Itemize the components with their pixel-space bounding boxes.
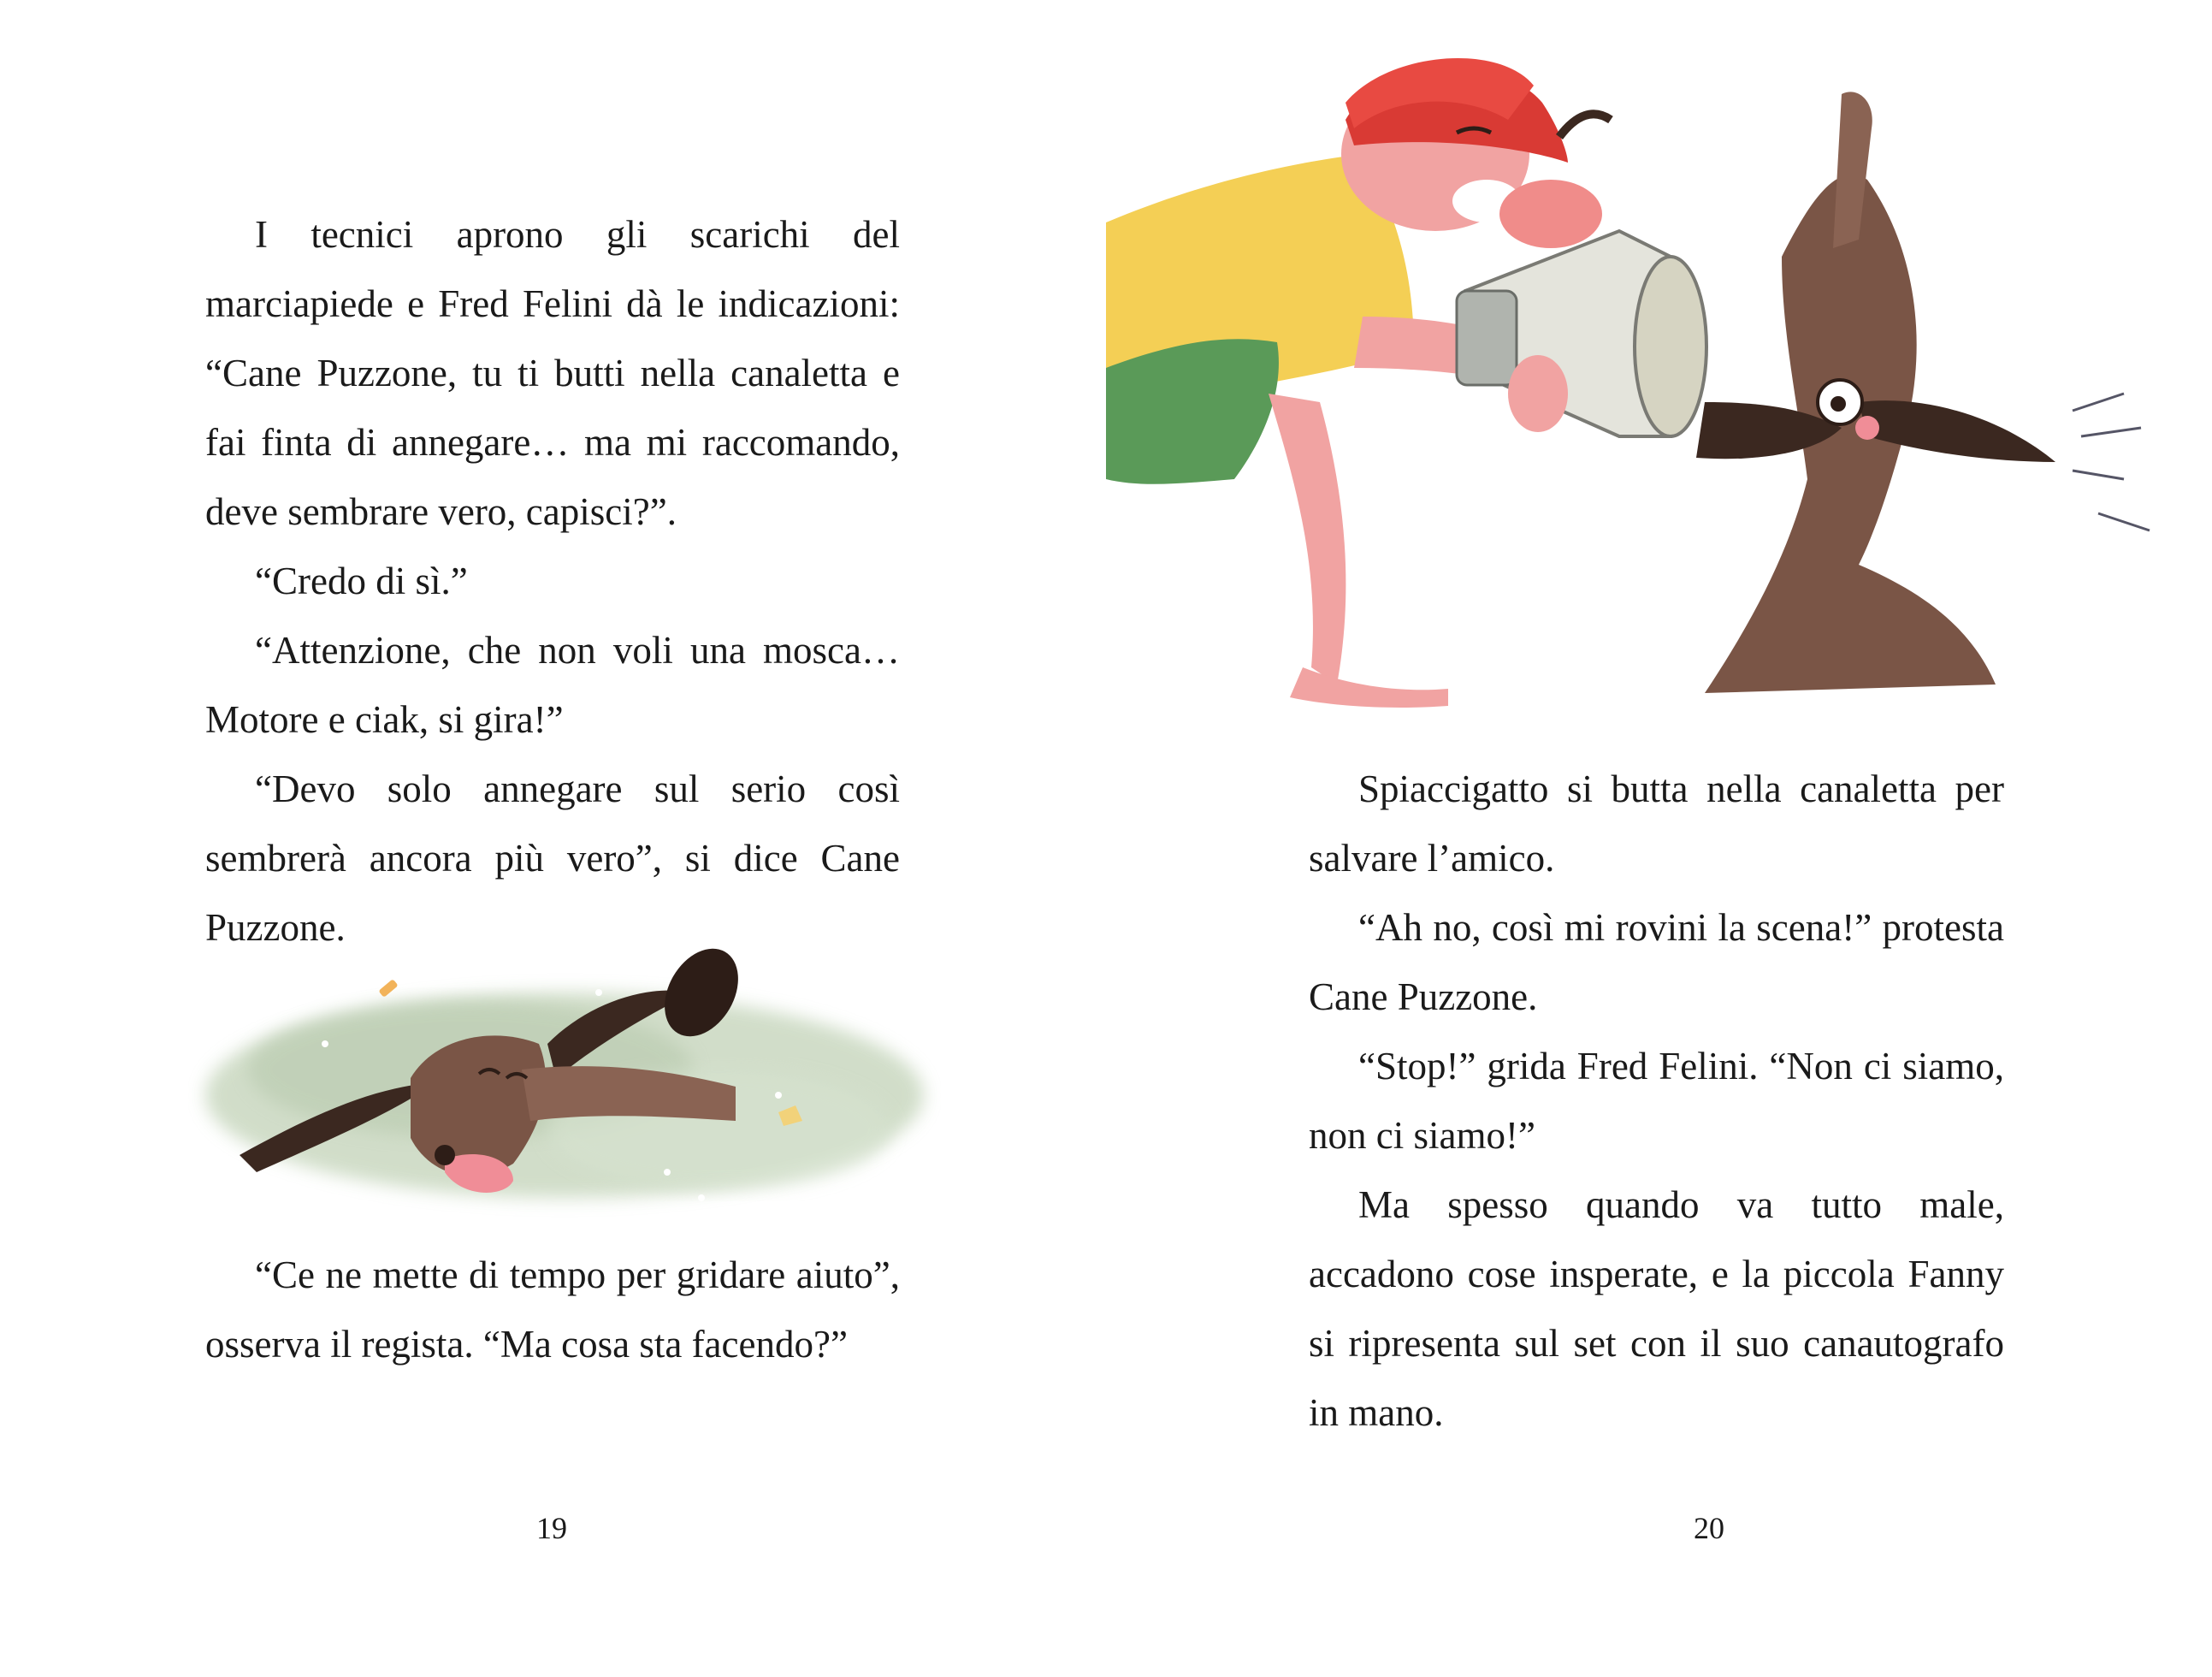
paragraph: “Stop!” grida Fred Felini. “Non ci siamo, non ci siamo!” <box>1309 1045 2004 1157</box>
director-megaphone-illustration <box>1106 34 2212 736</box>
paragraph: I tecnici aprono gli scarichi del marciapiede e Fred Felini dà le indicazioni: “Cane Puzzone, tu ti butti nella canaletta e fai finta di annegare… ma mi raccomando, deve sembrare vero, capisci?”. <box>205 213 900 533</box>
right-text-block <box>1309 755 2004 1448</box>
left-text-block-bottom <box>205 1241 900 1379</box>
megaphone <box>1457 231 1706 436</box>
right-page <box>1106 0 2212 1677</box>
paragraph: Spiaccigatto si butta nella canaletta per salvare l’amico. <box>1309 767 2004 880</box>
paragraph: “Devo solo annegare sul serio così sembrerà ancora più vero”, si dice Cane Puzzone. <box>205 767 900 949</box>
paragraph: “Ah no, così mi rovini la scena!” protesta Cane Puzzone. <box>1309 906 2004 1018</box>
paragraph: “Ce ne mette di tempo per gridare aiuto”, osserva il regista. “Ma cosa sta facendo?” <box>205 1253 900 1366</box>
paragraph: Ma spesso quando va tutto male, accadono cose insperate, e la piccola Fanny si ripresenta sul set con il suo canautografo in mano. <box>1309 1183 2004 1434</box>
left-text-block-top <box>205 200 900 963</box>
swimming-dog-illustration <box>188 916 941 1241</box>
page-number-left: 19 <box>536 1511 567 1545</box>
paragraph: “Credo di sì.” <box>255 560 468 602</box>
page-number-right: 20 <box>1694 1511 1724 1545</box>
paragraph: “Attenzione, che non voli una mosca… Motore e ciak, si gira!” <box>205 629 900 741</box>
dog-figure <box>1696 92 2150 693</box>
